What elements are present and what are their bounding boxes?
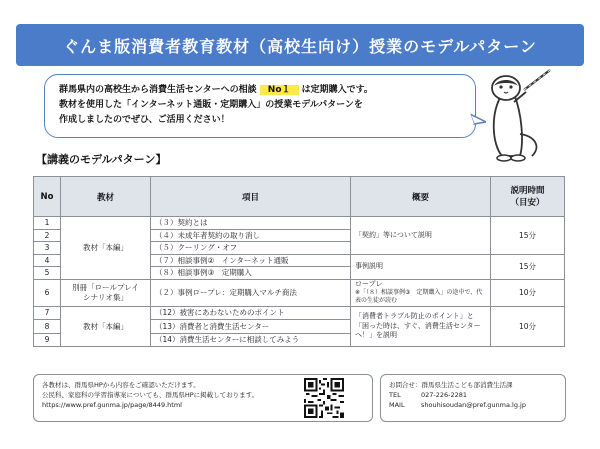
section-title: 【講義のモデルパターン】 [36, 153, 167, 166]
row-no: 3 [34, 242, 61, 255]
row-item: （７）相談事例② インターネット通販 [151, 254, 351, 267]
row-no: 6 [34, 279, 61, 306]
mail-label: MAIL [389, 401, 405, 409]
tel-value: 027-226-2281 [421, 391, 468, 399]
summary-title: ロープレ [355, 279, 383, 288]
row-item: （２）事例ロープレ：定期購入マルチ商法 [151, 279, 351, 306]
header-material: 教材 [61, 177, 151, 217]
row-item: （４）未成年者契約の取り消し [151, 229, 351, 242]
intro-line-1 [59, 83, 461, 98]
row-item: （５）クーリング・オフ [151, 242, 351, 255]
table-header-row [34, 177, 565, 217]
row-no: 5 [34, 267, 61, 280]
intro-line-3: 作成しましたのでぜひ、ご活用ください！ [59, 115, 230, 125]
row-no: 8 [34, 320, 61, 334]
time-cell: 15分 [491, 254, 565, 279]
time-cell: 15分 [491, 217, 565, 255]
header-no: No [34, 177, 61, 217]
material-cell: 教材「本編」 [61, 306, 151, 347]
row-no: 4 [34, 254, 61, 267]
row-no: 9 [34, 333, 61, 347]
contact-tel-row [389, 390, 557, 400]
table-row [34, 217, 565, 230]
intro-line-2: 教材を使用した「インターネット通販・定期購入」の授業モデルパターンを [59, 100, 363, 110]
qr-code-icon[interactable] [304, 378, 344, 418]
lesson-table [33, 176, 565, 347]
page-title: ぐんま版消費者教育教材（高校生向け）授業のモデルパターン [16, 24, 584, 66]
material-cell: 別冊「ロールプレイ シナリオ集」 [61, 279, 151, 306]
time-cell: 10分 [491, 279, 565, 306]
row-no: 7 [34, 306, 61, 320]
footer-line-2: 公民科、家庭科の学習指導案についても、群馬県HPに掲載しております。 [42, 391, 259, 399]
row-item: （12）被害にあわないためのポイント [151, 306, 351, 320]
row-no: 1 [34, 217, 61, 230]
summary-cell [351, 279, 491, 306]
mail-link[interactable]: shouhisoudan@pref.gunma.lg.jp [421, 401, 526, 409]
contact-box [380, 374, 566, 422]
row-item: （13）消費者と消費生活センター [151, 320, 351, 334]
row-item: （14）消費生活センターに相談してみよう [151, 333, 351, 347]
header-item: 項目 [151, 177, 351, 217]
intro-speech-bubble [44, 74, 476, 138]
summary-cell: 「契約」等について説明 [351, 217, 491, 255]
footer-line-1: 各教材は、群馬県HPから内容をご確認いただけます。 [42, 381, 200, 389]
highlight-badge: No１ [260, 85, 299, 95]
summary-cell: 「消費者トラブル防止のポイント」と「困った時は、すぐ、消費生活センターへ！」を説明 [351, 306, 491, 347]
summary-note: ※「（８）相談事例③ 定期購入」の途中で、代表の生徒が読む [355, 289, 483, 305]
footer-url-link[interactable]: https://www.pref.gunma.jp/page/8449.html [42, 401, 182, 409]
summary-cell: 事例説明 [351, 254, 491, 279]
material-cell: 教材「本編」 [61, 217, 151, 280]
intro-line-1-after: は定期購入です。 [301, 85, 373, 95]
time-cell: 10分 [491, 306, 565, 347]
intro-line-1-before: 群馬県内の高校生から消費生活センターへの相談 [59, 85, 257, 95]
tel-label: TEL [389, 391, 401, 399]
contact-line-1: お問合せ：群馬県生活こども部消費生活課 [389, 381, 513, 389]
weasel-mascot-icon [480, 64, 560, 164]
table-row [34, 279, 565, 306]
table-row [34, 306, 565, 320]
contact-mail-row [389, 400, 557, 410]
header-summary: 概要 [351, 177, 491, 217]
row-no: 2 [34, 229, 61, 242]
row-item: （３）契約とは [151, 217, 351, 230]
header-time: 説明時間 （目安） [491, 177, 565, 217]
row-item: （８）相談事例③ 定期購入 [151, 267, 351, 280]
